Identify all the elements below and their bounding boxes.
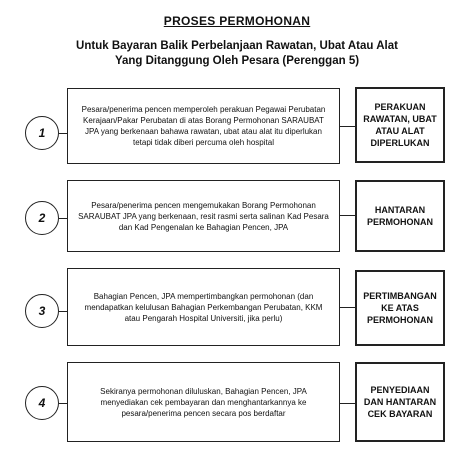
step-3-description: Bahagian Pencen, JPA mempertimbangkan permohonan (dan mendapatkan kelulusan Bahagian Perkembangan Perubatan, KKM atau Pengarah Hospital Universiti, jika perlu) [67,268,340,346]
subtitle-line-1: Untuk Bayaran Balik Perbelanjaan Rawatan, Ubat Atau Alat [76,40,398,52]
step-3-connector-right [340,307,355,308]
step-2-description: Pesara/penerima pencen mengemukakan Borang Permohonan SARAUBAT JPA yang berkenaan, resit rasmi serta salinan Kad Pesara dan Kad Pengenalan ke Bahagian Pencen, JPA [67,180,340,252]
step-3-number: 3 [25,294,59,328]
step-4-connector-left [59,403,67,404]
step-1-connector-left [59,133,67,134]
step-4-action: PENYEDIAAN DAN HANTARAN CEK BAYARAN [355,362,445,442]
step-2-connector-right [340,215,355,216]
step-2-action: HANTARAN PERMOHONAN [355,180,445,252]
step-1-description: Pesara/penerima pencen memperoleh perakuan Pegawai Perubatan Kerajaan/Pakar Perubatan di atas Borang Permohonan SARAUBAT JPA yang berkenaan bahawa rawatan, ubat atau alat itu diperlukan tetapi tidak diberi percuma oleh hospital [67,88,340,164]
step-4-description: Sekiranya permohonan diluluskan, Bahagian Pencen, JPA menyediakan cek pembayaran dan menghantarkannya ke pesara/penerima pencen secara pos berdaftar [67,362,340,442]
step-4-connector-right [340,403,355,404]
step-4-number: 4 [25,386,59,420]
step-2-connector-left [59,218,67,219]
step-1-number: 1 [25,116,59,150]
step-1-connector-right [340,126,355,127]
step-3-connector-left [59,311,67,312]
step-2-number: 2 [25,201,59,235]
page-title: PROSES PERMOHONAN [163,14,311,28]
step-1-action: PERAKUAN RAWATAN, UBAT ATAU ALAT DIPERLUKAN [355,87,445,163]
subtitle-line-2: Yang Ditanggung Oleh Pesara (Perenggan 5) [114,55,360,67]
step-3-action: PERTIMBANGAN KE ATAS PERMOHONAN [355,270,445,346]
